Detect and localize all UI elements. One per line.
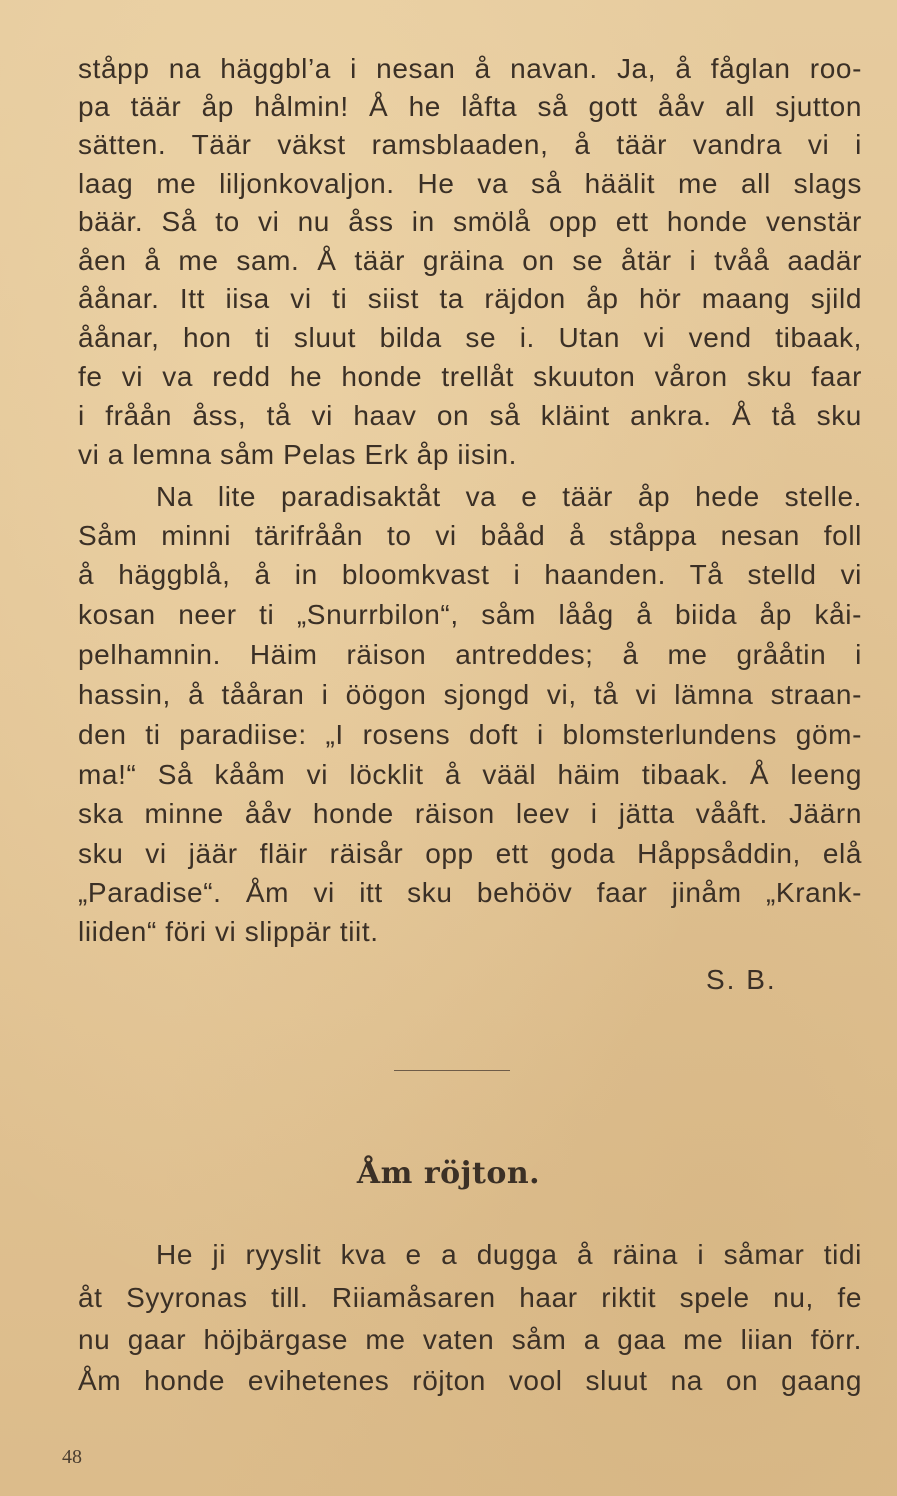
page-number: 48 [62,1446,82,1468]
text-line: Såm minni tärifråån to vi bååd å ståppa nesan foll [78,520,862,551]
text-line: Na lite paradisaktåt va e täär åp hede stelle. [156,481,862,512]
text-line: bäär. Så to vi nu åss in smölå opp ett honde venstär [78,206,862,237]
text-line: åt Syyronas till. Riiamåsaren haar riktit spele nu, fe [78,1282,862,1313]
text-line: kosan neer ti „Snurrbilon“, såm lååg å biida åp kåi- [78,599,862,630]
author-signature: S. B. [706,964,777,995]
text-line: sätten. Täär väkst ramsblaaden, å täär vandra vi i [78,129,862,160]
text-line: i fråån åss, tå vi haav on så kläint ankra. Å tå sku [78,400,862,431]
text-line: He ji ryyslit kva e a dugga å räina i såmar tidi [156,1239,862,1270]
text-line: laag me liljonkovaljon. He va så häälit me all slags [78,168,862,199]
text-line: Åm honde evihetenes röjton vool sluut na on gaang [78,1365,862,1396]
text-line: sku vi jäär fläir räisår opp ett goda Håppsåddin, elå [78,838,862,869]
text-line: pelhamnin. Häim räison antreddes; å me grååtin i [78,639,862,670]
text-line: fe vi va redd he honde trellåt skuuton våron sku faar [78,361,862,392]
text-line: åånar, hon ti sluut bilda se i. Utan vi vend tibaak, [78,322,862,353]
text-line: „Paradise“. Åm vi itt sku behööv faar jinåm „Krank- [78,877,862,908]
text-line: ska minne ååv honde räison leev i jätta vååft. Jäärn [78,798,862,829]
text-line: hassin, å tååran i öögon sjongd vi, tå vi lämna straan- [78,679,862,710]
text-line: åånar. Itt iisa vi ti siist ta räjdon åp hör maang sjild [78,283,862,314]
text-line: liiden“ föri vi slippär tiit. [78,916,379,947]
text-line: ståpp na häggbl’a i nesan å navan. Ja, å fåglan roo- [78,53,862,84]
text-line: åen å me sam. Å täär gräina on se åtär i tvåå aadär [78,245,862,276]
section-divider [394,1070,510,1071]
section-heading: Åm röjton. [356,1156,541,1191]
text-line: ma!“ Så kååm vi löcklit å vääl häim tibaak. Å leeng [78,759,862,790]
text-line: pa täär åp hålmin! Å he låfta så gott ååv all sjutton [78,91,862,122]
text-line: nu gaar höjbärgase me vaten såm a gaa me liian förr. [78,1324,862,1355]
text-line: den ti paradiise: „I rosens doft i blomsterlundens göm- [78,719,862,750]
text-line: å häggblå, å in bloomkvast i haanden. Tå stelld vi [78,559,862,590]
text-line: vi a lemna såm Pelas Erk åp iisin. [78,439,518,470]
